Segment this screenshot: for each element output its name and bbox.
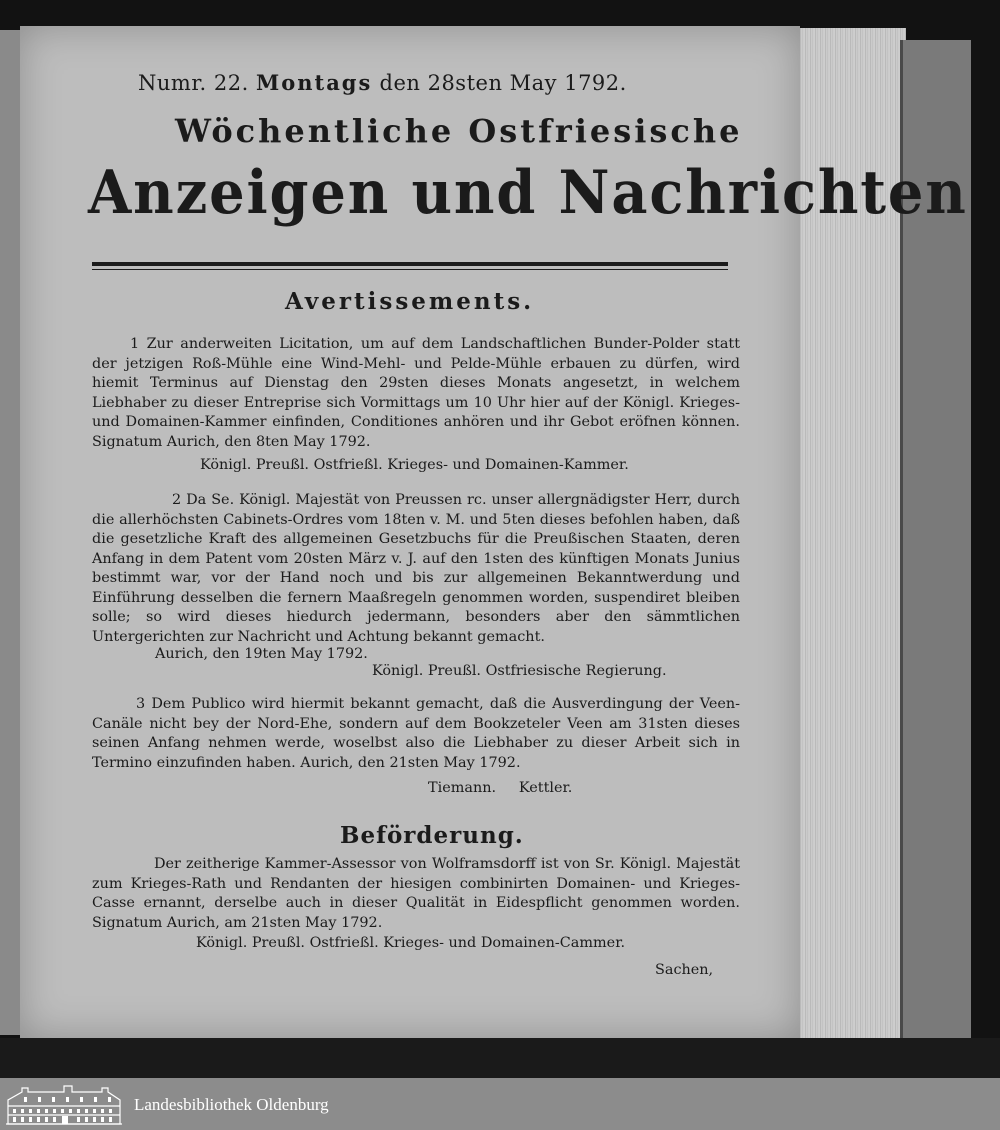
notice-2-text: 2 Da Se. Königl. Majestät von Preussen rc. unser allergnädigster Herr, durch die allerhöchsten Cabinets-Ordres vom 18ten v. M. und 5ten dieses befohlen haben, daß die gesetzliche Kraft des allgemeinen Gesetzbuchs für die Preußischen Staaten, deren Anfang in dem Patent vom 20sten März v. J. auf den 1sten des künftigen Monats Junius bestimmt war, vor der Hand noch und bis zur allgemeinen Bekanntwerdung und Einführung desselben die fernern Maaßregeln genommen worden, suspendiret bleiben solle; so wird dieses hiedurch jedermann, besonders aber den sämmtlichen Untergerichten zur Nachricht und Achtung bekannt gemacht. (92, 492, 740, 645)
notice-2-signature: Königl. Preußl. Ostfriesische Regierung. (372, 663, 667, 679)
notice-1-signature: Königl. Preußl. Ostfrießl. Krieges- und Domainen-Kammer. (200, 457, 629, 473)
section-heading-avertissements: Avertissements. (285, 288, 535, 315)
notice-3-text: 3 Dem Publico wird hiermit bekannt gemacht, daß die Ausverdingung der Veen-Canäle nicht bey der Nord-Ehe, sondern auf dem Bookzeteler Veen am 31sten dieses seinen Anfang nehmen werde, woselbst also die Liebhaber zu dieser Arbeit sich in Termino einzufinden haben. Aurich, den 21sten May 1792. (92, 696, 740, 771)
issue-weekday: Montags (255, 70, 373, 95)
library-footer-bar (0, 1078, 1000, 1130)
issue-header (138, 70, 627, 95)
notice-3-signature: Tiemann. Kettler. (428, 780, 573, 796)
notice-4-signature: Königl. Preußl. Ostfrießl. Krieges- und Domainen-Cammer. (196, 935, 626, 951)
section-heading-befoerderung: Beförderung. (340, 822, 524, 849)
notice-1-text: 1 Zur anderweiten Licitation, um auf dem Landschaftlichen Bunder-Polder statt der jetzigen Roß-Mühle eine Wind-Mehl- und Pelde-Mühle erbauen zu dürfen, wird hiemit Terminus auf Dienstag den 29sten dieses Monats angesetzt, in welchem Liebhaber zu dieser Entreprise sich Vormittags um 10 Uhr hier auf der Königl. Krieges- und Domainen-Kammer einfinden, Conditiones anhören und ihr Gebot eröfnen können. Signatum Aurich, den 8ten May 1792. (92, 336, 740, 450)
masthead-line-1: Wöchentliche Ostfriesische (175, 112, 743, 150)
catchword: Sachen, (655, 962, 714, 978)
masthead-line-2: Anzeigen und Nachrichten (88, 158, 968, 228)
library-building-logo-icon (4, 1082, 124, 1126)
notice-4-text: Der zeitherige Kammer-Assessor von Wolframsdorff ist von Sr. Königl. Majestät zum Krieges-Rath und Rendanten der hiesigen combinirten Domainen- und Krieges-Casse ernannt, derselbe auch in dieser Qualität in Eidespflicht genommen worden. Signatum Aurich, am 21sten May 1792. (92, 856, 740, 931)
masthead-rule-thin (92, 269, 728, 270)
issue-number: Numr. 22. (138, 71, 249, 95)
bottom-shadow (0, 1038, 1000, 1078)
notice-2-place-date: Aurich, den 19ten May 1792. (155, 646, 368, 662)
library-name: Landesbibliothek Oldenburg (134, 1095, 329, 1114)
issue-date: den 28sten May 1792. (379, 71, 627, 95)
masthead-rule (92, 262, 728, 266)
left-page-edge (0, 30, 22, 1035)
